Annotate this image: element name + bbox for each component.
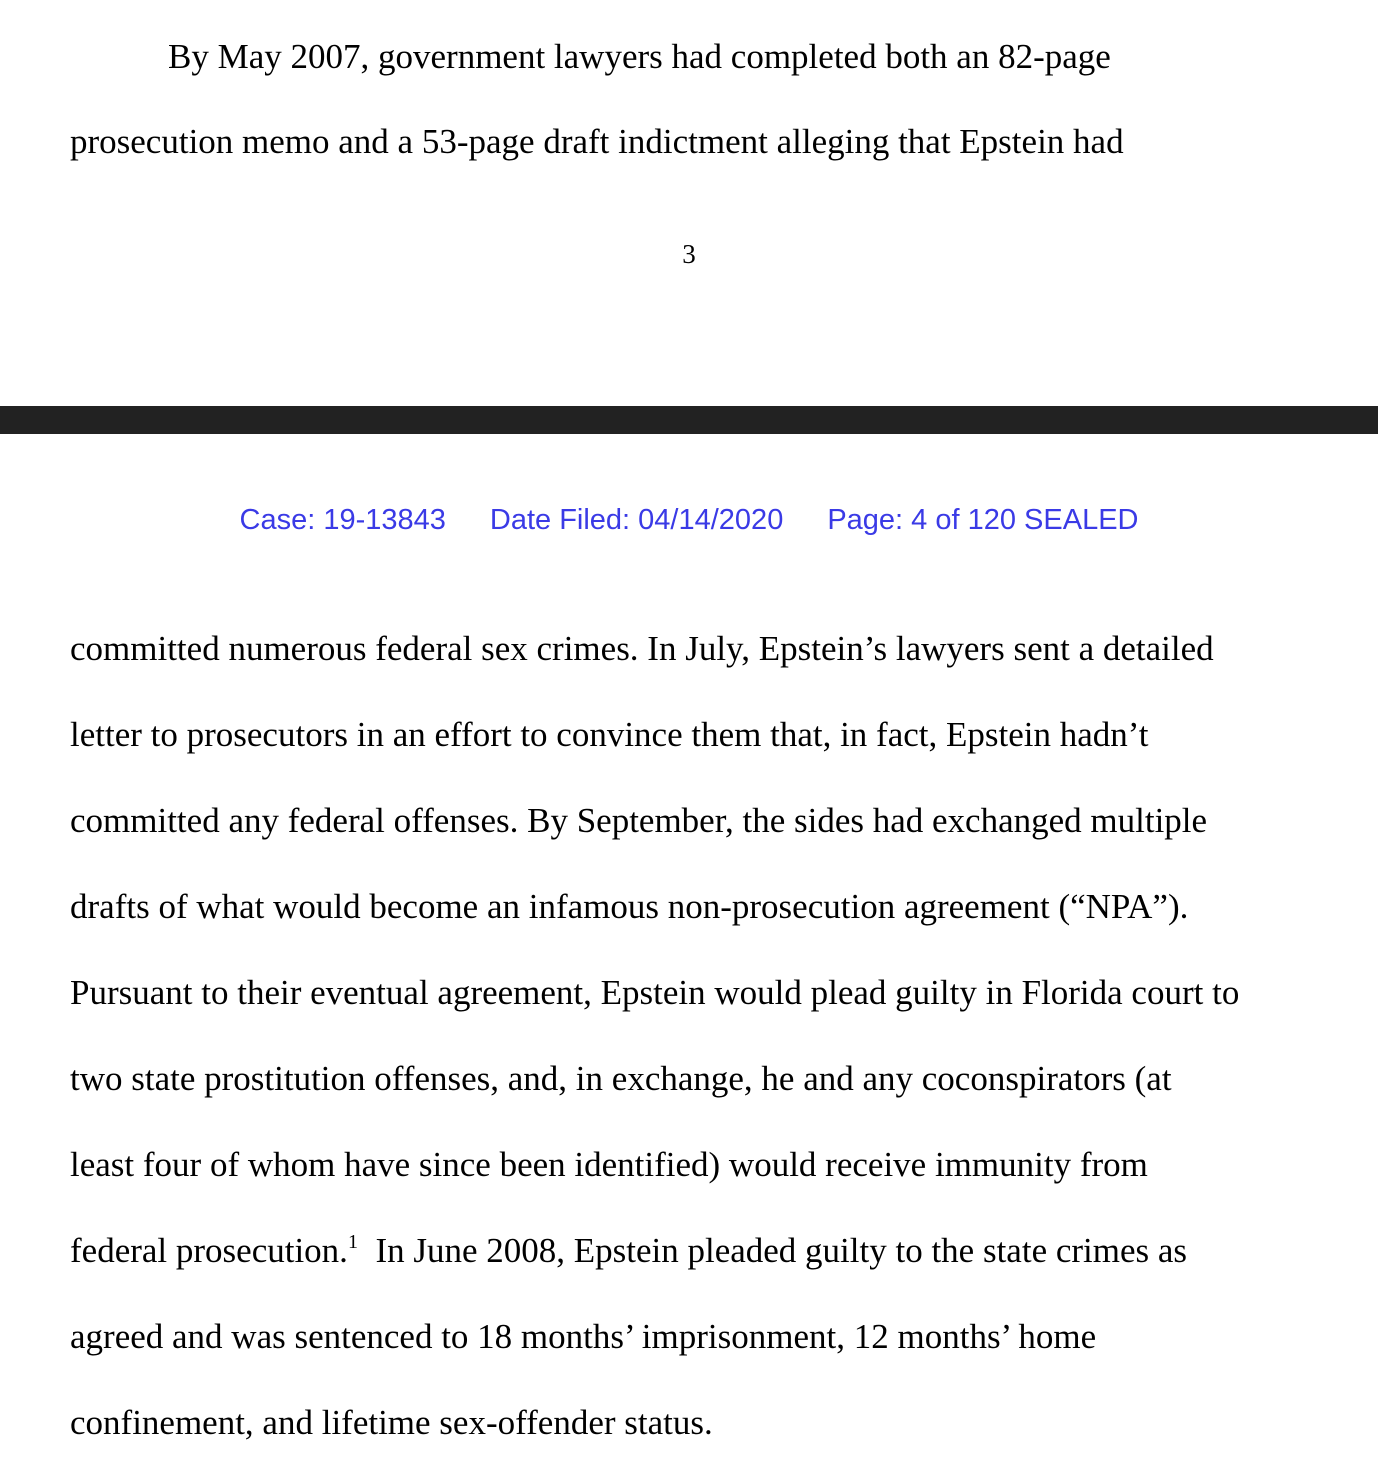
line-text: federal prosecution. <box>70 1231 348 1270</box>
date-filed: Date Filed: 04/14/2020 <box>489 504 784 536</box>
footnote-marker[interactable]: 1 <box>347 1231 358 1253</box>
paragraph-line: two state prostitution offenses, and, in exchange, he and any coconspirators (at <box>70 1059 1172 1098</box>
page-indicator: Page: 4 of 120 SEALED <box>827 504 1139 536</box>
paragraph-line: Pursuant to their eventual agreement, Epstein would plead guilty in Florida court to <box>70 973 1240 1012</box>
line-text: In June 2008, Epstein pleaded guilty to the state crimes as <box>357 1231 1188 1270</box>
paragraph-line: letter to prosecutors in an effort to convince them that, in fact, Epstein hadn’t <box>70 715 1149 754</box>
paragraph-line: drafts of what would become an infamous non-prosecution agreement (“NPA”). <box>70 887 1189 926</box>
paragraph-line <box>70 1231 1187 1271</box>
paragraph-line: prosecution memo and a 53-page draft indictment alleging that Epstein had <box>70 122 1124 161</box>
case-header <box>0 502 1378 538</box>
page-number: 3 <box>682 239 696 269</box>
case-number: Case: 19-13843 <box>239 504 446 536</box>
paragraph-line: committed numerous federal sex crimes. In July, Epstein’s lawyers sent a detailed <box>70 629 1214 668</box>
paragraph-line: agreed and was sentenced to 18 months’ imprisonment, 12 months’ home <box>70 1317 1097 1356</box>
current-page <box>0 434 1378 1470</box>
paragraph-line: committed any federal offenses. By September, the sides had exchanged multiple <box>70 801 1208 840</box>
paragraph-line: By May 2007, government lawyers had completed both an 82-page <box>168 37 1111 76</box>
previous-page-fragment <box>0 0 1378 406</box>
page-divider <box>0 406 1378 434</box>
paragraph-line: least four of whom have since been identified) would receive immunity from <box>70 1145 1148 1184</box>
paragraph-line: confinement, and lifetime sex-offender status. <box>70 1403 713 1442</box>
